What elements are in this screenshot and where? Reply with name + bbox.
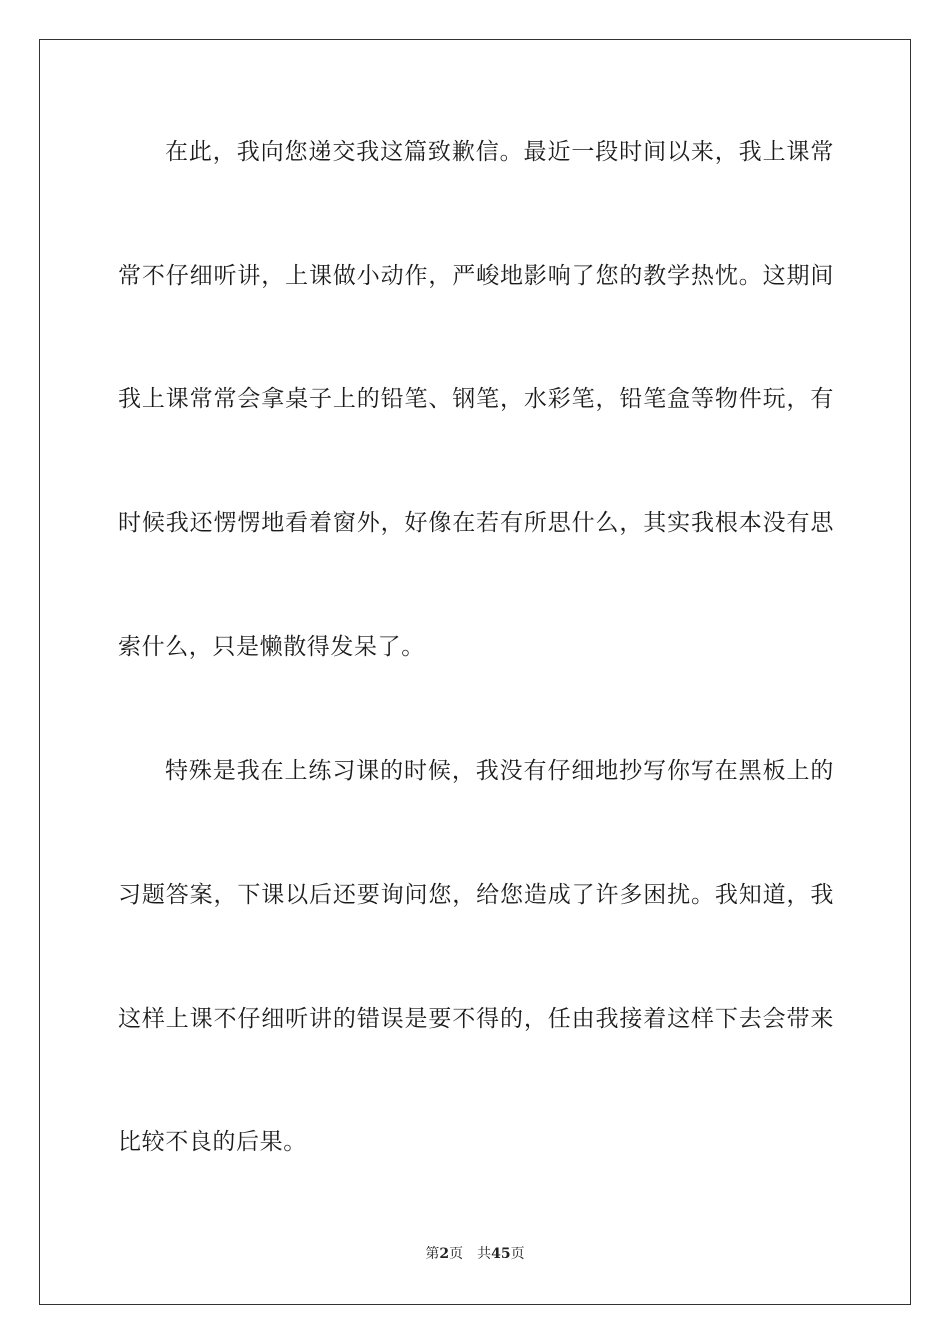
- total-suffix: 页: [510, 1246, 525, 1262]
- page-footer: [0, 1245, 950, 1263]
- paragraph-1-line-5: 索什么，只是懒散得发呆了。: [118, 634, 425, 660]
- paragraph-1-line-3: 我上课常常会拿桌子上的铅笔、钢笔，水彩笔，铅笔盒等物件玩，有: [118, 386, 834, 412]
- paragraph-2-line-2: 习题答案，下课以后还要询问您，给您造成了许多困扰。我知道，我: [118, 882, 834, 908]
- page-prefix: 第: [425, 1246, 440, 1262]
- paragraph-1-line-4: 时候我还愣愣地看着窗外，好像在若有所思什么，其实我根本没有思: [118, 510, 834, 536]
- page-number: 2: [439, 1246, 450, 1262]
- page-suffix: 页: [449, 1246, 464, 1262]
- total-pages: 45: [491, 1246, 511, 1262]
- paragraph-1-line-1: 在此，我向您递交我这篇致歉信。最近一段时间以来，我上课常: [165, 139, 834, 165]
- paragraph-2-line-1: 特殊是我在上练习课的时候，我没有仔细地抄写你写在黑板上的: [165, 758, 834, 784]
- paragraph-2-line-3: 这样上课不仔细听讲的错误是要不得的，任由我接着这样下去会带来: [118, 1006, 834, 1032]
- paragraph-1-line-2: 常不仔细听讲，上课做小动作，严峻地影响了您的教学热忱。这期间: [118, 263, 834, 289]
- paragraph-2-line-4: 比较不良的后果。: [118, 1129, 307, 1155]
- total-prefix: 共: [477, 1246, 492, 1262]
- page-border: [39, 39, 911, 1305]
